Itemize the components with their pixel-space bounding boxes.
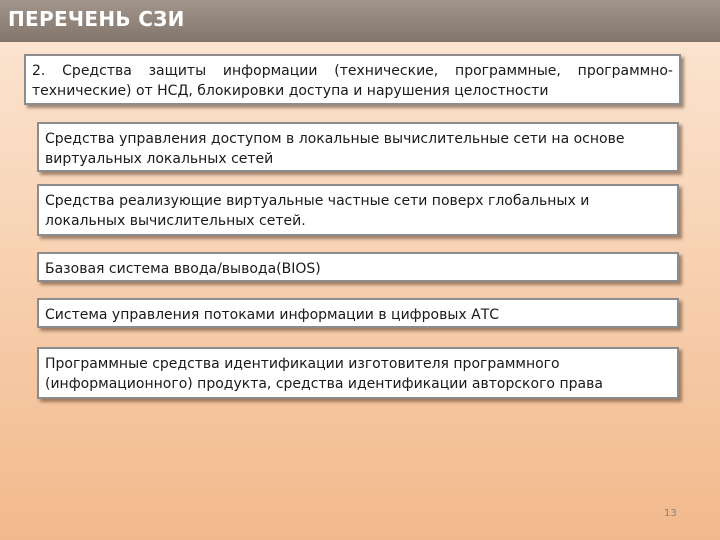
list-item: Программные средства идентификации изготовителя программного (информационного) продукта, средства идентификации авторского права — [37, 347, 679, 399]
list-item: Базовая система ввода/вывода(BIOS) — [37, 252, 679, 282]
list-item: Система управления потоками информации в цифровых АТС — [37, 298, 679, 328]
header-box: 2. Средства защиты информации (технические, программные, программно-технические) от НСД, блокировки доступа и нарушения целостности — [24, 54, 681, 105]
title-bar — [0, 0, 720, 42]
page-number: 13 — [664, 508, 677, 519]
slide-title: ПЕРЕЧЕНЬ СЗИ — [8, 7, 185, 31]
list-item: Средства реализующие виртуальные частные сети поверх глобальных и локальных вычислительных сетей. — [37, 184, 679, 236]
list-item: Средства управления доступом в локальные вычислительные сети на основе виртуальных локальных сетей — [37, 122, 679, 172]
